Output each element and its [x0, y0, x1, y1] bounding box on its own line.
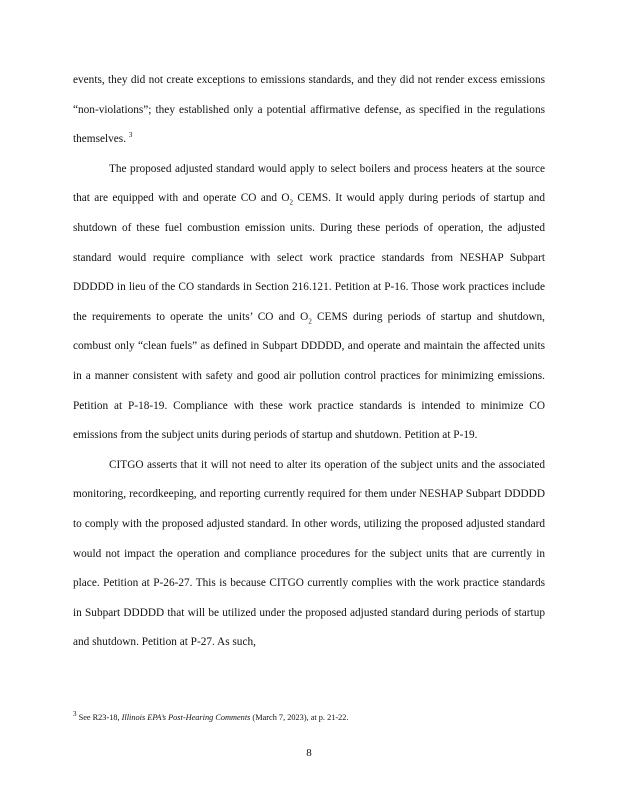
footnote-title: Illinois EPA’s Post-Hearing Comments	[121, 713, 251, 722]
paragraph-2-text-b: CEMS. It would apply during periods of startup and shutdown of these fuel combustion emission units. During these periods of operation, the adjusted standard would require compliance with select work practice standards from NESHAP Subpart DDDDD in lieu of the CO standards in Section 216.121. Petition at P-16. Those work practices include the requirements to operate the units’ CO and O	[73, 192, 545, 323]
footnote-prefix: See R23-18,	[76, 713, 122, 722]
paragraph-3	[73, 451, 545, 658]
paragraph-1-text: events, they did not create exceptions to emissions standards, and they did not render excess emissions “non-violations”; they established only a potential affirmative defense, as specified in the regulations themselves.	[73, 74, 545, 146]
footnote-marker: 3	[73, 710, 77, 719]
paragraph-1	[73, 66, 545, 155]
page-number: 8	[306, 747, 312, 759]
footnote	[73, 712, 545, 724]
paragraph-2-text-a: The proposed adjusted standard would apply to select boilers and process heaters at the source that are equipped with and operate CO and O	[73, 162, 545, 205]
subscript-2-b: 2	[308, 317, 312, 325]
subscript-2-a: 2	[289, 198, 294, 207]
body-text	[73, 66, 545, 658]
paragraph-3-text: CITGO asserts that it will not need to alter its operation of the subject units and the associated monitoring, recordkeeping, and reporting currently required for them under NESHAP Subpart DDDDD to comply with the proposed adjusted standard. In other words, utilizing the proposed adjusted standard would not impact the operation and compliance procedures for the subject units that are currently in place. Petition at P-26-27. This is because CITGO currently complies with the work practice standards in Subpart DDDDD that will be utilized under the proposed adjusted standard during periods of startup and shutdown. Petition at P-27. As such,	[73, 458, 545, 649]
paragraph-2-text-c: CEMS during periods of startup and shutdown, combust only “clean fuels” as defined in Subpart DDDDD, and operate and maintain the affected units in a manner consistent with safety and good air pollution control practices for minimizing emissions. Petition at P-18-19. Compliance with these work practice standards is intended to minimize CO emissions from the subject units during periods of startup and shutdown. Petition at P-19.	[73, 310, 545, 442]
footnote-suffix: (March 7, 2023), at p. 21-22.	[250, 713, 349, 722]
footnote-reference: 3	[128, 131, 133, 140]
paragraph-2	[73, 155, 545, 451]
